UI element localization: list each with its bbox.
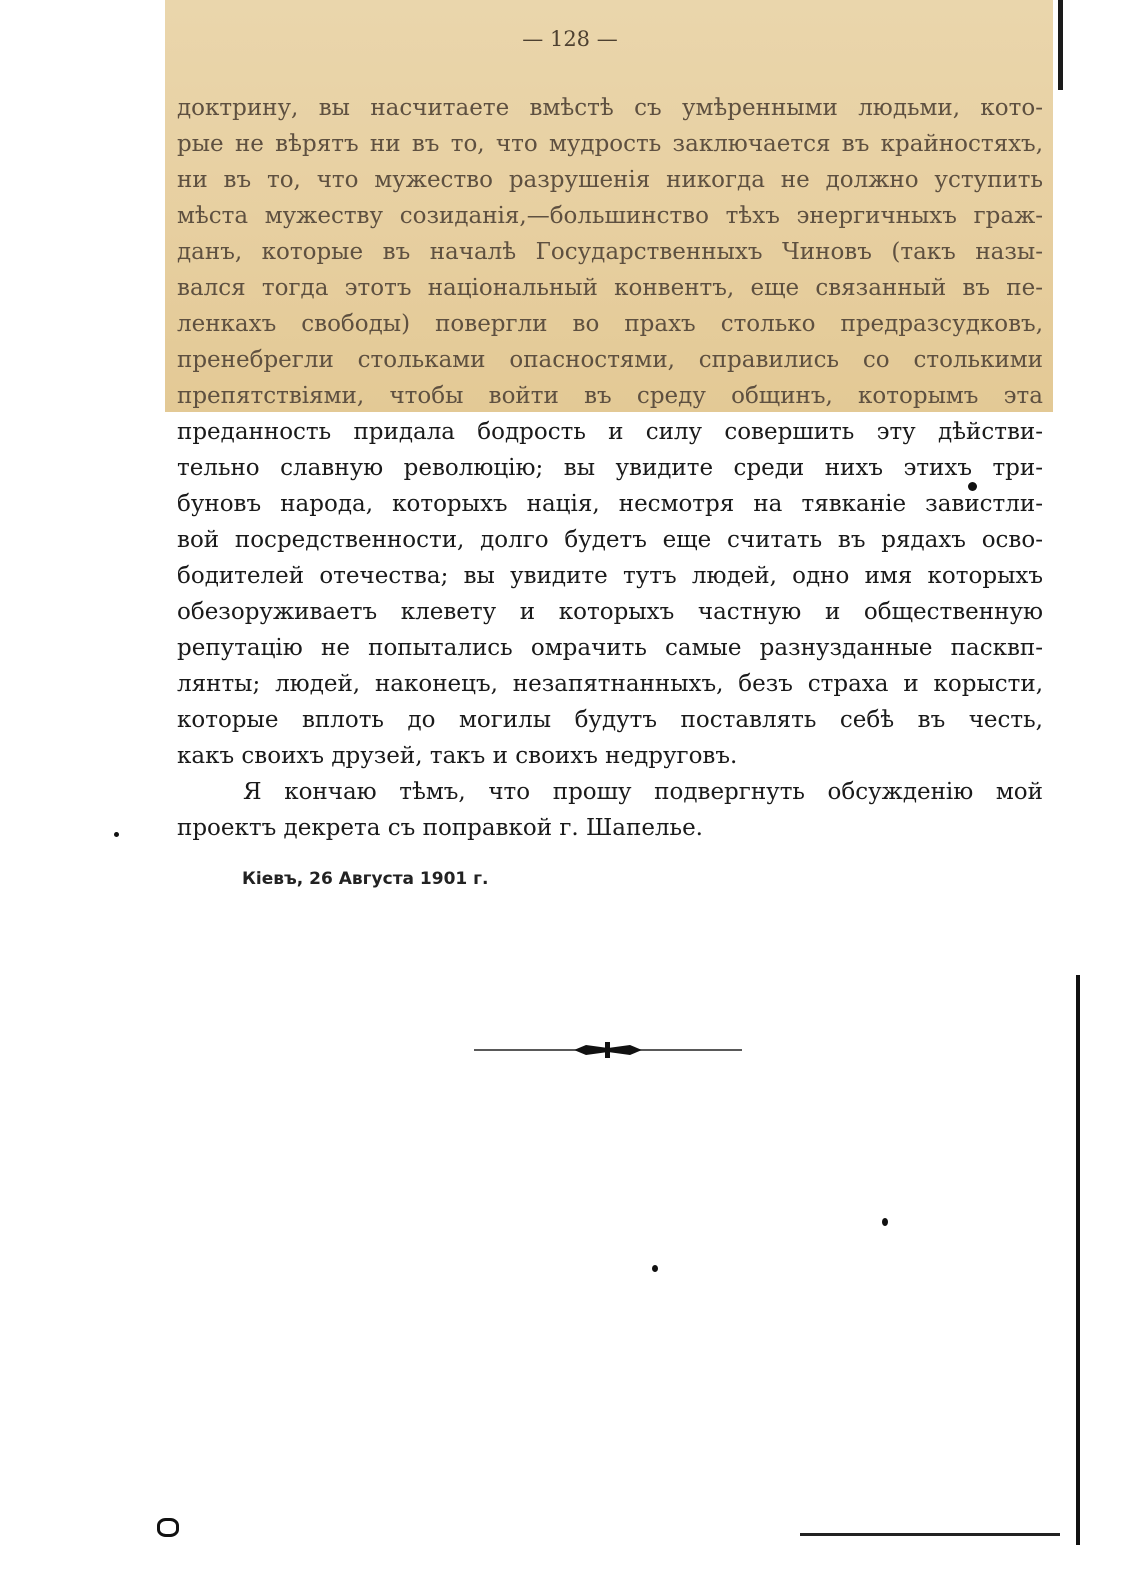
place-date-signature: Кіевъ, 26 Августа 1901 г. bbox=[242, 869, 489, 889]
text-line: рые не вѣрятъ ни въ то, что мудрость заключается въ крайностяхъ, bbox=[177, 131, 1043, 157]
ink-speck bbox=[652, 1265, 658, 1272]
page-number: — 128 — bbox=[522, 27, 618, 51]
text-line: обезоруживаетъ клевету и которыхъ частную и общественную bbox=[177, 599, 1043, 625]
text-line: ни въ то, что мужество разрушенія никогда не должно уступить bbox=[177, 167, 1043, 193]
ink-speck bbox=[114, 832, 119, 837]
text-line: преданность придала бодрость и силу совершить эту дѣйстви- bbox=[177, 419, 1043, 445]
text-line: вой посредственности, долго будетъ еще считать въ рядахъ осво- bbox=[177, 527, 1043, 553]
text-line: препятствіями, чтобы войти въ среду общинъ, которымъ эта bbox=[177, 383, 1043, 409]
text-line: Я кончаю тѣмъ, что прошу подвергнуть обсужденію мой bbox=[243, 779, 1043, 805]
text-line: лянты; людей, наконецъ, незапятнанныхъ, безъ страха и корысти, bbox=[177, 671, 1043, 697]
text-line: буновъ народа, которыхъ нація, несмотря на тявканіе завистли- bbox=[177, 491, 1043, 517]
body-text bbox=[177, 90, 1043, 846]
text-line: данъ, которые въ началѣ Государственныхъ Чиновъ (такъ назы- bbox=[177, 239, 1043, 265]
ornament-divider bbox=[474, 1035, 742, 1065]
text-line: какъ своихъ друзей, такъ и своихъ недруговъ. bbox=[177, 743, 738, 769]
ink-speck bbox=[882, 1218, 888, 1226]
ink-speck bbox=[157, 1518, 179, 1537]
text-line: репутацію не попытались омрачить самые разнузданные пасквп- bbox=[177, 635, 1043, 661]
text-line: пренебрегли стольками опасностями, справились со столькими bbox=[177, 347, 1043, 373]
edge-mark-bottom bbox=[1076, 975, 1080, 1545]
text-line: тельно славную революцію; вы увидите среди нихъ этихъ три- bbox=[177, 455, 1043, 481]
text-line: бодителей отечества; вы увидите тутъ людей, одно имя которыхъ bbox=[177, 563, 1043, 589]
text-line: проектъ декрета съ поправкой г. Шапелье. bbox=[177, 815, 703, 841]
text-line: вался тогда этотъ національный конвентъ, еще связанный въ пе- bbox=[177, 275, 1043, 301]
text-line: ленкахъ свободы) повергли во прахъ столько предразсудковъ, bbox=[177, 311, 1043, 337]
text-line: доктрину, вы насчитаете вмѣстѣ съ умѣренными людьми, кото- bbox=[177, 95, 1043, 121]
bottom-edge-rule bbox=[800, 1533, 1060, 1536]
text-line: которые вплоть до могилы будутъ поставлять себѣ въ честь, bbox=[177, 707, 1043, 733]
text-line: мѣста мужеству созиданія,—большинство тѣхъ энергичныхъ граж- bbox=[177, 203, 1043, 229]
ink-speck bbox=[968, 482, 977, 491]
